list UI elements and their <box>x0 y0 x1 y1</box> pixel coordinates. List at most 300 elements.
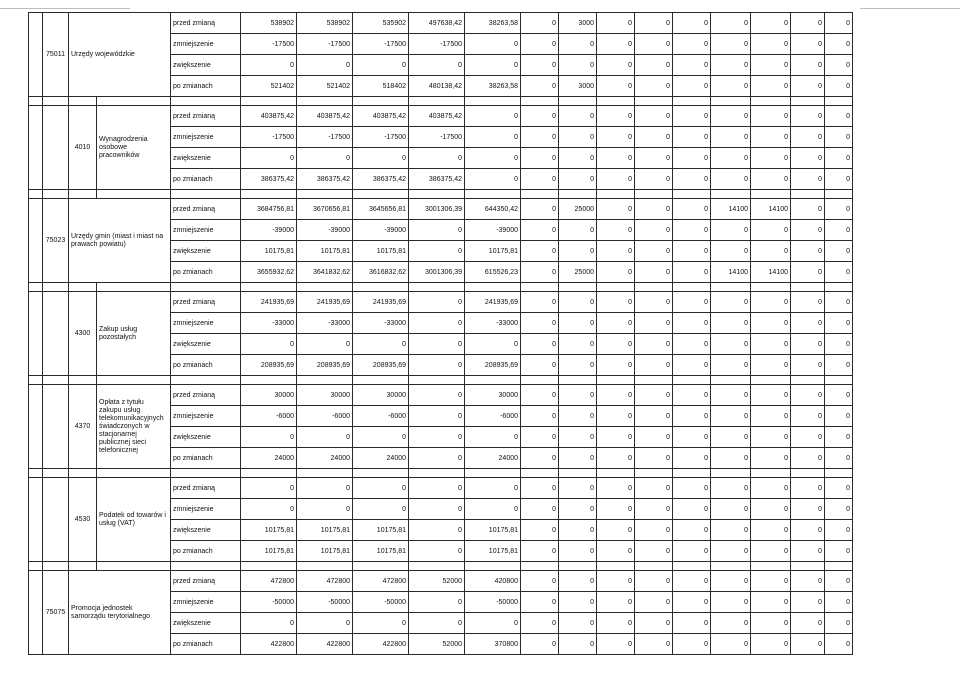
value-cell: 403875,42 <box>297 106 353 127</box>
value-cell: 0 <box>597 385 635 406</box>
spacer-cell <box>29 13 43 97</box>
value-cell: 0 <box>711 499 751 520</box>
row-label: po zmianach <box>171 634 241 655</box>
paragraf-name: Opłata z tytułu zakupu usług telekomunikacyjnych świadczonych w stacjonarnej publicznej sieci telefonicznej <box>97 385 171 469</box>
value-cell: 0 <box>559 55 597 76</box>
value-cell: 0 <box>825 106 853 127</box>
value-cell: 0 <box>751 13 791 34</box>
value-cell: 0 <box>635 448 673 469</box>
value-cell: 0 <box>521 55 559 76</box>
gap-cell <box>297 562 353 571</box>
value-cell: 0 <box>559 406 597 427</box>
row-label: przed zmianą <box>171 13 241 34</box>
gap-cell <box>673 469 711 478</box>
value-cell: 403875,42 <box>241 106 297 127</box>
value-cell: 0 <box>673 427 711 448</box>
dzial-name: Urzędy wojewódzkie <box>69 13 171 97</box>
value-cell: 0 <box>751 76 791 97</box>
value-cell: -6000 <box>297 406 353 427</box>
value-cell: -6000 <box>353 406 409 427</box>
spacer-cell <box>29 478 43 562</box>
gap-cell <box>521 283 559 292</box>
value-cell: 0 <box>825 220 853 241</box>
value-cell: 10175,81 <box>241 241 297 262</box>
gap-cell <box>521 376 559 385</box>
section-gap-row <box>29 469 853 478</box>
value-cell: 386375,42 <box>409 169 465 190</box>
row-label: zwiększenie <box>171 55 241 76</box>
value-cell: 518402 <box>353 76 409 97</box>
value-cell: 0 <box>521 592 559 613</box>
value-cell: 3616832,62 <box>353 262 409 283</box>
value-cell: 0 <box>297 55 353 76</box>
value-cell: 0 <box>635 499 673 520</box>
gap-cell <box>43 97 69 106</box>
value-cell: 3001306,39 <box>409 262 465 283</box>
value-cell: 24000 <box>297 448 353 469</box>
gap-cell <box>297 97 353 106</box>
value-cell: 615526,23 <box>465 262 521 283</box>
value-cell: 0 <box>673 634 711 655</box>
value-cell: 0 <box>635 406 673 427</box>
value-cell: 0 <box>711 55 751 76</box>
gap-cell <box>97 562 171 571</box>
value-cell: 0 <box>297 334 353 355</box>
value-cell: 0 <box>597 292 635 313</box>
value-cell: 0 <box>635 385 673 406</box>
gap-cell <box>241 190 297 199</box>
paragraf-code: 4010 <box>69 106 97 190</box>
value-cell: 0 <box>521 571 559 592</box>
row-label: zwiększenie <box>171 520 241 541</box>
value-cell: -17500 <box>409 34 465 55</box>
table-row <box>29 385 853 406</box>
value-cell: 0 <box>559 520 597 541</box>
value-cell: 0 <box>791 313 825 334</box>
gap-cell <box>353 376 409 385</box>
paragraf-name: Zakup usług pozostałych <box>97 292 171 376</box>
table-row <box>29 199 853 220</box>
value-cell: 0 <box>751 127 791 148</box>
gap-cell <box>751 376 791 385</box>
value-cell: 0 <box>673 478 711 499</box>
value-cell: 420800 <box>465 571 521 592</box>
gap-cell <box>69 469 97 478</box>
value-cell: 0 <box>521 499 559 520</box>
value-cell: 3684756,81 <box>241 199 297 220</box>
gap-cell <box>29 562 43 571</box>
gap-cell <box>521 562 559 571</box>
value-cell: 0 <box>825 169 853 190</box>
value-cell: 0 <box>597 355 635 376</box>
value-cell: 0 <box>635 427 673 448</box>
value-cell: 3000 <box>559 76 597 97</box>
value-cell: 0 <box>791 220 825 241</box>
value-cell: 25000 <box>559 262 597 283</box>
value-cell: 241935,69 <box>297 292 353 313</box>
value-cell: 0 <box>559 106 597 127</box>
section-gap-row <box>29 97 853 106</box>
row-label: po zmianach <box>171 169 241 190</box>
value-cell: 0 <box>559 427 597 448</box>
value-cell: 0 <box>673 34 711 55</box>
value-cell: 10175,81 <box>297 520 353 541</box>
value-cell: 0 <box>673 406 711 427</box>
value-cell: 0 <box>825 355 853 376</box>
value-cell: 0 <box>711 127 751 148</box>
dzial-code: 75011 <box>43 13 69 97</box>
table-row <box>29 13 853 34</box>
value-cell: 0 <box>635 34 673 55</box>
gap-cell <box>409 283 465 292</box>
value-cell: 0 <box>635 127 673 148</box>
value-cell: 208935,69 <box>353 355 409 376</box>
value-cell: 0 <box>825 199 853 220</box>
gap-cell <box>171 469 241 478</box>
gap-cell <box>673 562 711 571</box>
gap-cell <box>559 283 597 292</box>
value-cell: 0 <box>635 355 673 376</box>
gap-cell <box>171 562 241 571</box>
value-cell: 3001306,39 <box>409 199 465 220</box>
value-cell: 0 <box>673 571 711 592</box>
value-cell: 0 <box>521 241 559 262</box>
value-cell: 208935,69 <box>465 355 521 376</box>
value-cell: 0 <box>673 355 711 376</box>
row-label: po zmianach <box>171 76 241 97</box>
value-cell: 0 <box>597 499 635 520</box>
value-cell: 0 <box>521 262 559 283</box>
value-cell: 497638,42 <box>409 13 465 34</box>
value-cell: 0 <box>751 355 791 376</box>
value-cell: 0 <box>521 613 559 634</box>
gap-cell <box>465 562 521 571</box>
dzial-name: Promocja jednostek samorządu terytorialnego <box>69 571 171 655</box>
value-cell: 472800 <box>297 571 353 592</box>
value-cell: 0 <box>559 241 597 262</box>
gap-cell <box>353 97 409 106</box>
value-cell: 0 <box>559 355 597 376</box>
value-cell: 0 <box>751 448 791 469</box>
value-cell: 0 <box>597 34 635 55</box>
table-body <box>29 13 853 655</box>
value-cell: 0 <box>673 76 711 97</box>
value-cell: 0 <box>791 127 825 148</box>
value-cell: 0 <box>825 34 853 55</box>
value-cell: 10175,81 <box>353 241 409 262</box>
value-cell: 30000 <box>297 385 353 406</box>
gap-cell <box>29 190 43 199</box>
value-cell: -6000 <box>241 406 297 427</box>
value-cell: 38263,58 <box>465 13 521 34</box>
value-cell: 0 <box>241 499 297 520</box>
value-cell: 0 <box>825 55 853 76</box>
value-cell: 0 <box>409 241 465 262</box>
value-cell: 0 <box>673 385 711 406</box>
value-cell: 0 <box>673 313 711 334</box>
value-cell: 403875,42 <box>409 106 465 127</box>
value-cell: 3641832,62 <box>297 262 353 283</box>
value-cell: -17500 <box>297 34 353 55</box>
spacer-cell <box>43 478 69 562</box>
row-label: po zmianach <box>171 262 241 283</box>
row-label: zmniejszenie <box>171 313 241 334</box>
value-cell: 422800 <box>297 634 353 655</box>
value-cell: 0 <box>711 406 751 427</box>
gap-cell <box>171 283 241 292</box>
value-cell: 0 <box>791 292 825 313</box>
gap-cell <box>43 469 69 478</box>
value-cell: 0 <box>791 571 825 592</box>
value-cell: 0 <box>711 106 751 127</box>
value-cell: 0 <box>597 613 635 634</box>
row-label: przed zmianą <box>171 199 241 220</box>
value-cell: 0 <box>521 334 559 355</box>
section-gap-row <box>29 283 853 292</box>
value-cell: -17500 <box>353 127 409 148</box>
value-cell: 0 <box>521 520 559 541</box>
value-cell: 0 <box>673 148 711 169</box>
value-cell: 0 <box>635 634 673 655</box>
value-cell: 0 <box>635 541 673 562</box>
value-cell: 0 <box>791 448 825 469</box>
value-cell: -50000 <box>297 592 353 613</box>
gap-cell <box>711 97 751 106</box>
gap-cell <box>559 469 597 478</box>
value-cell: 0 <box>791 406 825 427</box>
value-cell: 0 <box>673 13 711 34</box>
value-cell: 0 <box>465 334 521 355</box>
value-cell: 0 <box>465 478 521 499</box>
value-cell: 0 <box>825 13 853 34</box>
gap-cell <box>69 376 97 385</box>
value-cell: 0 <box>791 34 825 55</box>
value-cell: 14100 <box>711 262 751 283</box>
spacer-cell <box>43 292 69 376</box>
row-label: przed zmianą <box>171 478 241 499</box>
value-cell: 0 <box>791 520 825 541</box>
value-cell: 0 <box>825 127 853 148</box>
value-cell: 0 <box>353 499 409 520</box>
value-cell: 0 <box>635 571 673 592</box>
value-cell: 0 <box>825 499 853 520</box>
dzial-name: Urzędy gmin (miast i miast na prawach powiatu) <box>69 199 171 283</box>
value-cell: 0 <box>465 169 521 190</box>
value-cell: 0 <box>409 427 465 448</box>
value-cell: 14100 <box>751 199 791 220</box>
row-label: po zmianach <box>171 541 241 562</box>
value-cell: 0 <box>353 478 409 499</box>
gap-cell <box>559 97 597 106</box>
value-cell: 0 <box>711 148 751 169</box>
value-cell: 0 <box>825 634 853 655</box>
value-cell: 0 <box>825 541 853 562</box>
value-cell: 0 <box>559 292 597 313</box>
row-label: zmniejszenie <box>171 592 241 613</box>
value-cell: 0 <box>521 541 559 562</box>
table-row <box>29 571 853 592</box>
gap-cell <box>409 190 465 199</box>
value-cell: 0 <box>825 148 853 169</box>
value-cell: 0 <box>711 34 751 55</box>
value-cell: 0 <box>521 427 559 448</box>
value-cell: 0 <box>241 334 297 355</box>
value-cell: 0 <box>673 592 711 613</box>
value-cell: -50000 <box>465 592 521 613</box>
value-cell: 24000 <box>353 448 409 469</box>
value-cell: 14100 <box>711 199 751 220</box>
value-cell: 0 <box>673 262 711 283</box>
row-label: po zmianach <box>171 448 241 469</box>
row-label: zwiększenie <box>171 613 241 634</box>
value-cell: 0 <box>559 613 597 634</box>
value-cell: 241935,69 <box>353 292 409 313</box>
gap-cell <box>409 469 465 478</box>
value-cell: 0 <box>791 427 825 448</box>
value-cell: 0 <box>791 613 825 634</box>
gap-cell <box>597 562 635 571</box>
value-cell: 0 <box>597 199 635 220</box>
value-cell: 0 <box>635 313 673 334</box>
gap-cell <box>97 283 171 292</box>
value-cell: 0 <box>521 148 559 169</box>
value-cell: 0 <box>825 313 853 334</box>
row-label: zmniejszenie <box>171 34 241 55</box>
value-cell: 0 <box>825 427 853 448</box>
value-cell: 0 <box>635 55 673 76</box>
value-cell: 0 <box>673 220 711 241</box>
gap-cell <box>69 97 97 106</box>
gap-cell <box>29 376 43 385</box>
value-cell: 14100 <box>751 262 791 283</box>
value-cell: 0 <box>521 127 559 148</box>
gap-cell <box>171 376 241 385</box>
value-cell: 0 <box>597 106 635 127</box>
value-cell: 0 <box>241 55 297 76</box>
gap-cell <box>597 97 635 106</box>
value-cell: -33000 <box>465 313 521 334</box>
value-cell: 0 <box>597 427 635 448</box>
value-cell: 0 <box>353 55 409 76</box>
value-cell: -17500 <box>353 34 409 55</box>
value-cell: 0 <box>635 520 673 541</box>
row-label: po zmianach <box>171 355 241 376</box>
gap-cell <box>825 97 853 106</box>
value-cell: -39000 <box>297 220 353 241</box>
value-cell: 0 <box>521 355 559 376</box>
gap-cell <box>521 469 559 478</box>
value-cell: 0 <box>597 220 635 241</box>
gap-cell <box>353 469 409 478</box>
gap-cell <box>241 562 297 571</box>
value-cell: 0 <box>353 613 409 634</box>
value-cell: 0 <box>465 499 521 520</box>
gap-cell <box>751 283 791 292</box>
value-cell: 403875,42 <box>353 106 409 127</box>
spacer-cell <box>29 106 43 190</box>
value-cell: 0 <box>241 427 297 448</box>
value-cell: 0 <box>521 478 559 499</box>
section-gap-row <box>29 562 853 571</box>
value-cell: 0 <box>711 634 751 655</box>
value-cell: 0 <box>559 385 597 406</box>
gap-cell <box>673 97 711 106</box>
budget-change-table <box>28 12 853 655</box>
value-cell: 0 <box>673 541 711 562</box>
gap-cell <box>751 190 791 199</box>
row-label: przed zmianą <box>171 571 241 592</box>
gap-cell <box>711 376 751 385</box>
row-label: przed zmianą <box>171 292 241 313</box>
value-cell: 10175,81 <box>353 520 409 541</box>
gap-cell <box>521 97 559 106</box>
value-cell: 0 <box>559 592 597 613</box>
gap-cell <box>635 562 673 571</box>
value-cell: 0 <box>825 406 853 427</box>
value-cell: 0 <box>791 76 825 97</box>
value-cell: 0 <box>409 334 465 355</box>
value-cell: 0 <box>751 148 791 169</box>
gap-cell <box>597 376 635 385</box>
value-cell: 0 <box>559 127 597 148</box>
gap-cell <box>751 469 791 478</box>
gap-cell <box>791 190 825 199</box>
value-cell: -17500 <box>409 127 465 148</box>
value-cell: 521402 <box>297 76 353 97</box>
value-cell: 3645656,81 <box>353 199 409 220</box>
value-cell: 241935,69 <box>241 292 297 313</box>
value-cell: 0 <box>465 148 521 169</box>
value-cell: 370800 <box>465 634 521 655</box>
value-cell: 0 <box>597 634 635 655</box>
value-cell: 0 <box>635 241 673 262</box>
value-cell: 0 <box>711 520 751 541</box>
gap-cell <box>29 97 43 106</box>
value-cell: 10175,81 <box>465 520 521 541</box>
gap-cell <box>751 97 791 106</box>
gap-cell <box>353 190 409 199</box>
section-gap-row <box>29 190 853 199</box>
value-cell: 0 <box>751 220 791 241</box>
row-label: zwiększenie <box>171 148 241 169</box>
value-cell: 386375,42 <box>353 169 409 190</box>
value-cell: 0 <box>673 520 711 541</box>
value-cell: 0 <box>409 541 465 562</box>
gap-cell <box>43 562 69 571</box>
value-cell: -39000 <box>465 220 521 241</box>
paragraf-name: Podatek od towarów i usług (VAT) <box>97 478 171 562</box>
value-cell: 0 <box>635 292 673 313</box>
gap-cell <box>791 469 825 478</box>
value-cell: 0 <box>791 592 825 613</box>
value-cell: 0 <box>711 427 751 448</box>
gap-cell <box>635 283 673 292</box>
paragraf-name: Wynagrodzenia osobowe pracowników <box>97 106 171 190</box>
gap-cell <box>559 376 597 385</box>
value-cell: 0 <box>751 478 791 499</box>
row-label: zwiększenie <box>171 241 241 262</box>
value-cell: 0 <box>825 385 853 406</box>
value-cell: 0 <box>825 292 853 313</box>
value-cell: 0 <box>353 334 409 355</box>
value-cell: 0 <box>409 220 465 241</box>
scan-noise-line <box>860 8 960 9</box>
gap-cell <box>43 190 69 199</box>
value-cell: 0 <box>751 541 791 562</box>
value-cell: 386375,42 <box>241 169 297 190</box>
value-cell: -33000 <box>241 313 297 334</box>
value-cell: 0 <box>597 313 635 334</box>
